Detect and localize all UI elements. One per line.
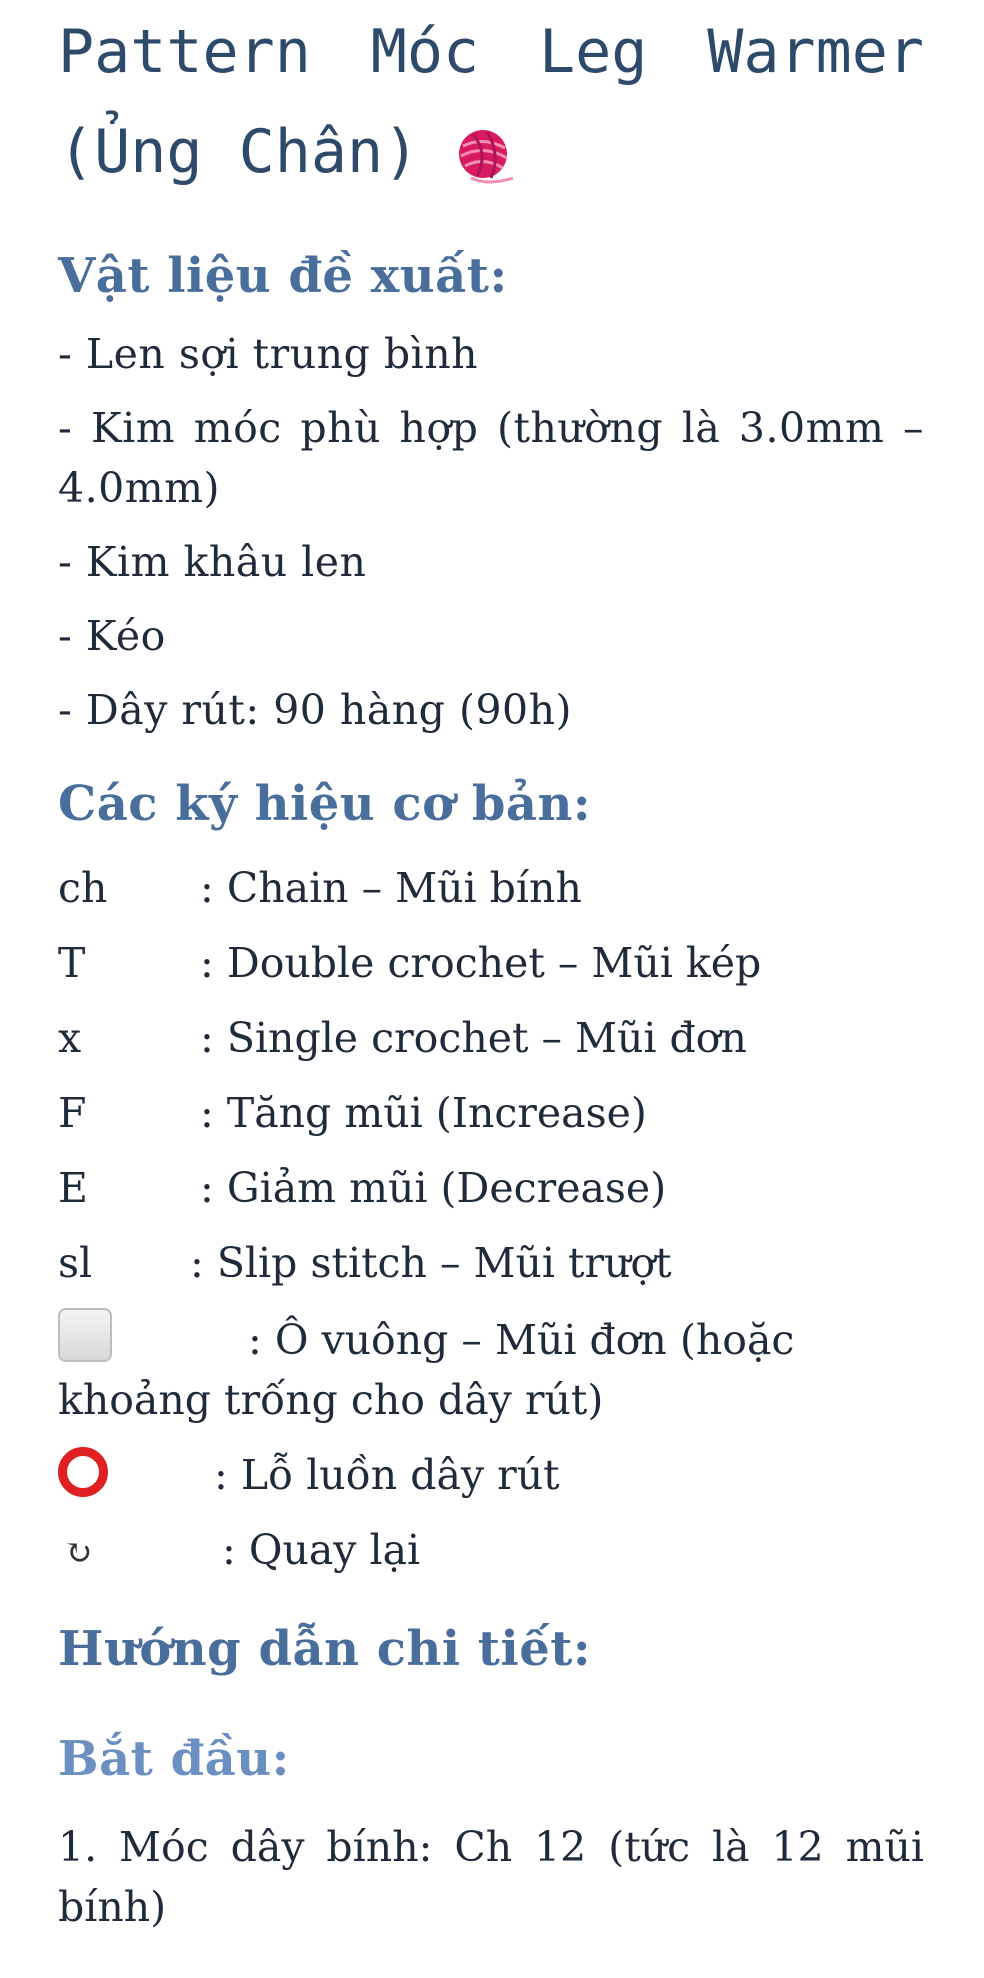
rotate-arrow-icon: ↻ <box>64 1533 93 1573</box>
symbol-row-slip-stitch <box>58 1233 924 1293</box>
symbols-list <box>58 858 924 1583</box>
symbol-desc: : Ô vuông – Mũi đơn (hoặc khoảng trống cho dây rút) <box>58 1316 795 1424</box>
step-1: 1. Móc dây bính: Ch 12 (tức là 12 mũi bính) <box>58 1823 924 1931</box>
symbol-row-turn <box>58 1520 924 1583</box>
symbol-key: T <box>58 939 86 987</box>
red-circle-icon <box>58 1447 108 1497</box>
symbol-desc: : Giảm mũi (Decrease) <box>200 1164 667 1212</box>
symbol-desc: : Chain – Mũi bính <box>200 864 582 912</box>
materials-item-yarn: - Len sợi trung bình <box>58 330 479 378</box>
document-page <box>58 0 924 1978</box>
white-square-icon <box>58 1308 112 1362</box>
symbol-desc: : Tăng mũi (Increase) <box>200 1089 647 1137</box>
symbol-row-double-crochet <box>58 933 924 993</box>
yarn-ball-icon <box>453 120 517 184</box>
symbols-heading: Các ký hiệu cơ bản: <box>58 776 592 832</box>
symbol-key <box>58 1445 214 1505</box>
materials-item-hook: - Kim móc phù hợp (thường là 3.0mm – 4.0mm) <box>58 404 924 512</box>
guide-heading: Hướng dẫn chi tiết: <box>58 1621 592 1677</box>
materials-list <box>58 324 924 740</box>
materials-item-needle: - Kim khâu len <box>58 538 367 586</box>
symbol-row-decrease <box>58 1158 924 1218</box>
materials-item-drawstring: - Dây rút: 90 hàng (90h) <box>58 686 573 734</box>
symbol-desc: : Quay lại <box>222 1526 421 1574</box>
materials-item-scissors: - Kéo <box>58 612 166 660</box>
symbol-row-single-crochet <box>58 1008 924 1068</box>
page-title-line2 <box>58 102 924 202</box>
symbol-desc: : Double crochet – Mũi kép <box>200 939 762 987</box>
start-heading: Bắt đầu: <box>58 1731 290 1787</box>
symbol-key <box>58 1308 248 1370</box>
symbol-desc: : Lỗ luồn dây rút <box>214 1451 560 1499</box>
symbol-row-increase <box>58 1083 924 1143</box>
symbol-key: F <box>58 1089 87 1137</box>
symbol-key: x <box>58 1014 82 1062</box>
symbol-key <box>58 1520 222 1583</box>
symbol-key: E <box>58 1164 88 1212</box>
symbol-key: sl <box>58 1239 93 1287</box>
materials-heading: Vật liệu đề xuất: <box>58 248 508 304</box>
symbol-desc: : Slip stitch – Mũi trượt <box>190 1239 672 1287</box>
page-title: Pattern Móc Leg Warmer <box>58 17 924 87</box>
symbol-key: ch <box>58 864 108 912</box>
symbol-row-drawstring-hole <box>58 1445 924 1505</box>
page-title-subtitle: (Ủng Chân) <box>58 117 420 187</box>
symbol-row-chain <box>58 858 924 918</box>
symbol-row-square <box>58 1308 924 1430</box>
symbol-desc: : Single crochet – Mũi đơn <box>200 1014 747 1062</box>
